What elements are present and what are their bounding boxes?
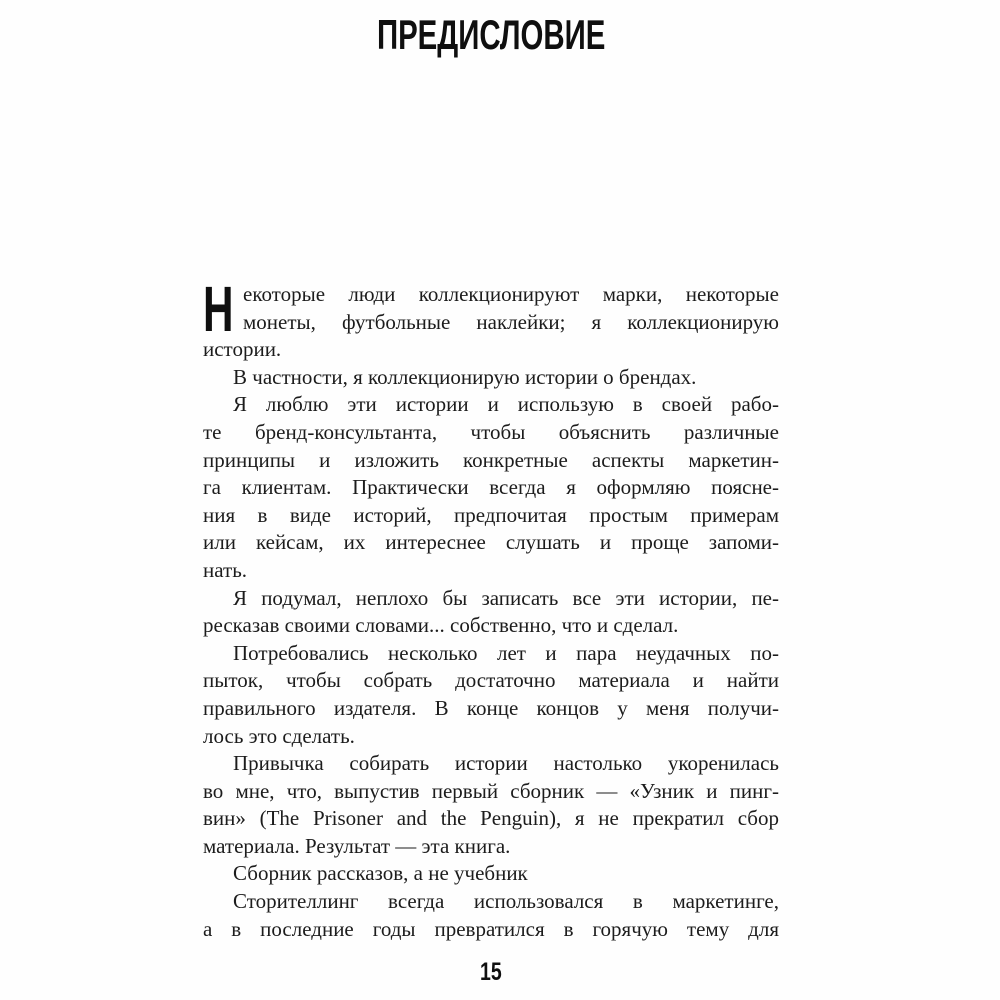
text-line: пыток, чтобы собрать достаточно материала и найти bbox=[203, 668, 779, 693]
text-line: истории. bbox=[203, 337, 282, 362]
text-line: правильного издателя. В конце концов у меня получи- bbox=[203, 695, 779, 720]
text-line: во мне, что, выпустив первый сборник — «Узник и пинг- bbox=[203, 778, 779, 803]
text-line: а в последние годы превратился в горячую тему для bbox=[203, 916, 779, 941]
text-line: Привычка собирать истории настолько укоренилась bbox=[233, 751, 779, 776]
text-line: лось это сделать. bbox=[203, 723, 355, 748]
chapter-title-wrap bbox=[203, 11, 779, 58]
text-line: Потребовались несколько лет и пара неудачных по- bbox=[233, 640, 779, 665]
text-line: Я люблю эти истории и использую в своей рабо- bbox=[233, 392, 779, 417]
text-line: монеты, футбольные наклейки; я коллекционирую bbox=[243, 309, 779, 334]
chapter-title: ПРЕДИСЛОВИЕ bbox=[376, 11, 606, 58]
text-line: Я подумал, неплохо бы записать все эти истории, пе- bbox=[233, 585, 779, 610]
page-number-wrap bbox=[203, 960, 779, 985]
text-line: те бренд-консультанта, чтобы объяснить различные bbox=[203, 419, 779, 444]
text-line: ния в виде историй, предпочитая простым примерам bbox=[203, 502, 779, 527]
text-line: вин» (The Prisoner and the Penguin), я не прекратил сбор bbox=[203, 806, 779, 831]
drop-cap-letter: Н bbox=[203, 273, 234, 345]
text-line: ресказав своими словами... собственно, что и сделал. bbox=[203, 613, 679, 638]
text-line: Сторителлинг всегда использовался в маркетинге, bbox=[233, 889, 779, 914]
page-number: 15 bbox=[480, 958, 502, 986]
text-line: екоторые люди коллекционируют марки, некоторые bbox=[243, 282, 779, 306]
text-line: материала. Результат — эта книга. bbox=[203, 833, 511, 858]
text-line: нать. bbox=[203, 557, 248, 582]
text-line: принципы и изложить конкретные аспекты маркетин- bbox=[203, 447, 779, 472]
text-line: га клиентам. Практически всегда я оформляю поясне- bbox=[203, 475, 779, 500]
text-line: Сборник рассказов, а не учебник bbox=[233, 861, 528, 886]
body-text bbox=[203, 273, 779, 943]
text-line: или кейсам, их интереснее слушать и проще запоми- bbox=[203, 530, 779, 555]
text-line: В частности, я коллекционирую истории о брендах. bbox=[233, 364, 697, 389]
